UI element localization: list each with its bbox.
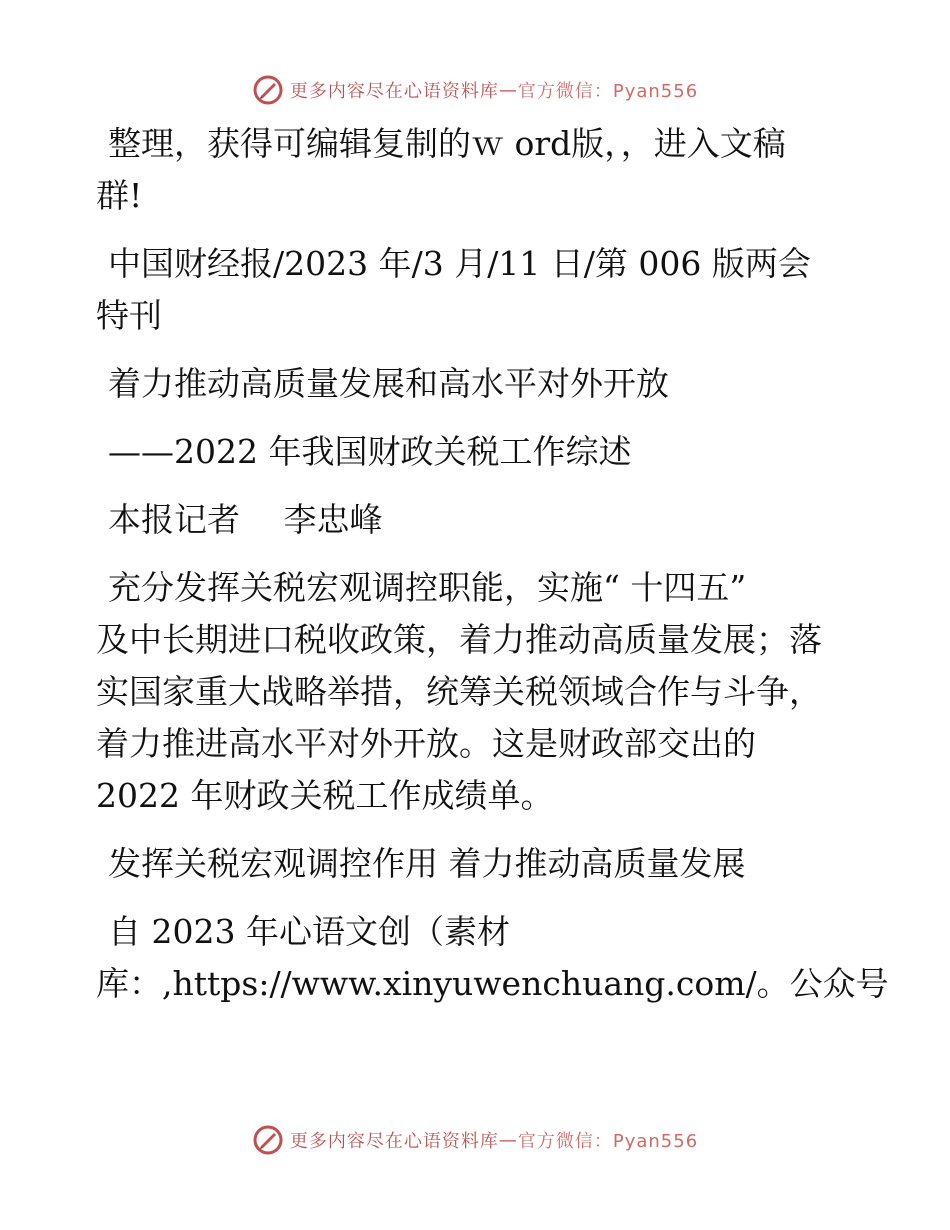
banner-text: 更多内容尽在心语资料库 xyxy=(289,1131,499,1152)
section-heading xyxy=(96,838,856,890)
text-line: 着力推进高水平对外开放。这是财政部交出的 xyxy=(96,724,756,763)
document-body xyxy=(96,118,889,1026)
text-line: 中国财经报/2023 年/3 月/11 日/第 006 版两会 xyxy=(108,244,811,283)
text-line: 本报记者 李忠峰 xyxy=(108,500,383,539)
text-line: ——2022 年我国财政关税工作综述 xyxy=(108,432,632,471)
paragraph-footer-note xyxy=(96,906,889,1010)
quill-logo-icon xyxy=(252,74,284,106)
banner-contact: 官方微信：Pyan556 xyxy=(517,81,699,102)
banner-text: 更多内容尽在心语资料库 xyxy=(289,81,499,102)
text-line: 及中长期进口税收政策，着力推动高质量发展；落 xyxy=(96,620,822,659)
header-watermark-banner xyxy=(0,70,950,110)
article-byline xyxy=(96,494,856,546)
text-line: 库：,https://www.xinyuwenchuang.com/。公众号 xyxy=(96,964,889,1003)
quill-logo-icon xyxy=(252,1124,284,1156)
text-line: 整理，获得可编辑复制的ｗ ord版，，进入文稿 xyxy=(108,124,786,163)
text-line: 自 2023 年心语文创（素材 xyxy=(108,912,510,951)
text-line: 实国家重大战略举措，统筹关税领域合作与斗争， xyxy=(96,672,822,711)
banner-contact: 官方微信：Pyan556 xyxy=(517,1131,699,1152)
article-subtitle xyxy=(96,426,856,478)
footer-watermark-banner xyxy=(0,1120,950,1160)
text-line: 充分发挥关税宏观调控职能，实施“ 十四五” xyxy=(108,568,747,607)
banner-separator: — xyxy=(498,79,518,101)
paragraph-intro xyxy=(96,118,856,222)
text-line: 特刊 xyxy=(96,296,162,335)
text-line: 发挥关税宏观调控作用 着力推动高质量发展 xyxy=(108,844,746,883)
banner-separator: — xyxy=(498,1129,518,1151)
text-line: 着力推动高质量发展和高水平对外开放 xyxy=(108,364,669,403)
article-title xyxy=(96,358,856,410)
paragraph-summary xyxy=(96,562,856,822)
text-line: 群! xyxy=(96,176,143,215)
text-line: 2022 年财政关税工作成绩单。 xyxy=(96,776,554,815)
paragraph-source xyxy=(96,238,856,342)
